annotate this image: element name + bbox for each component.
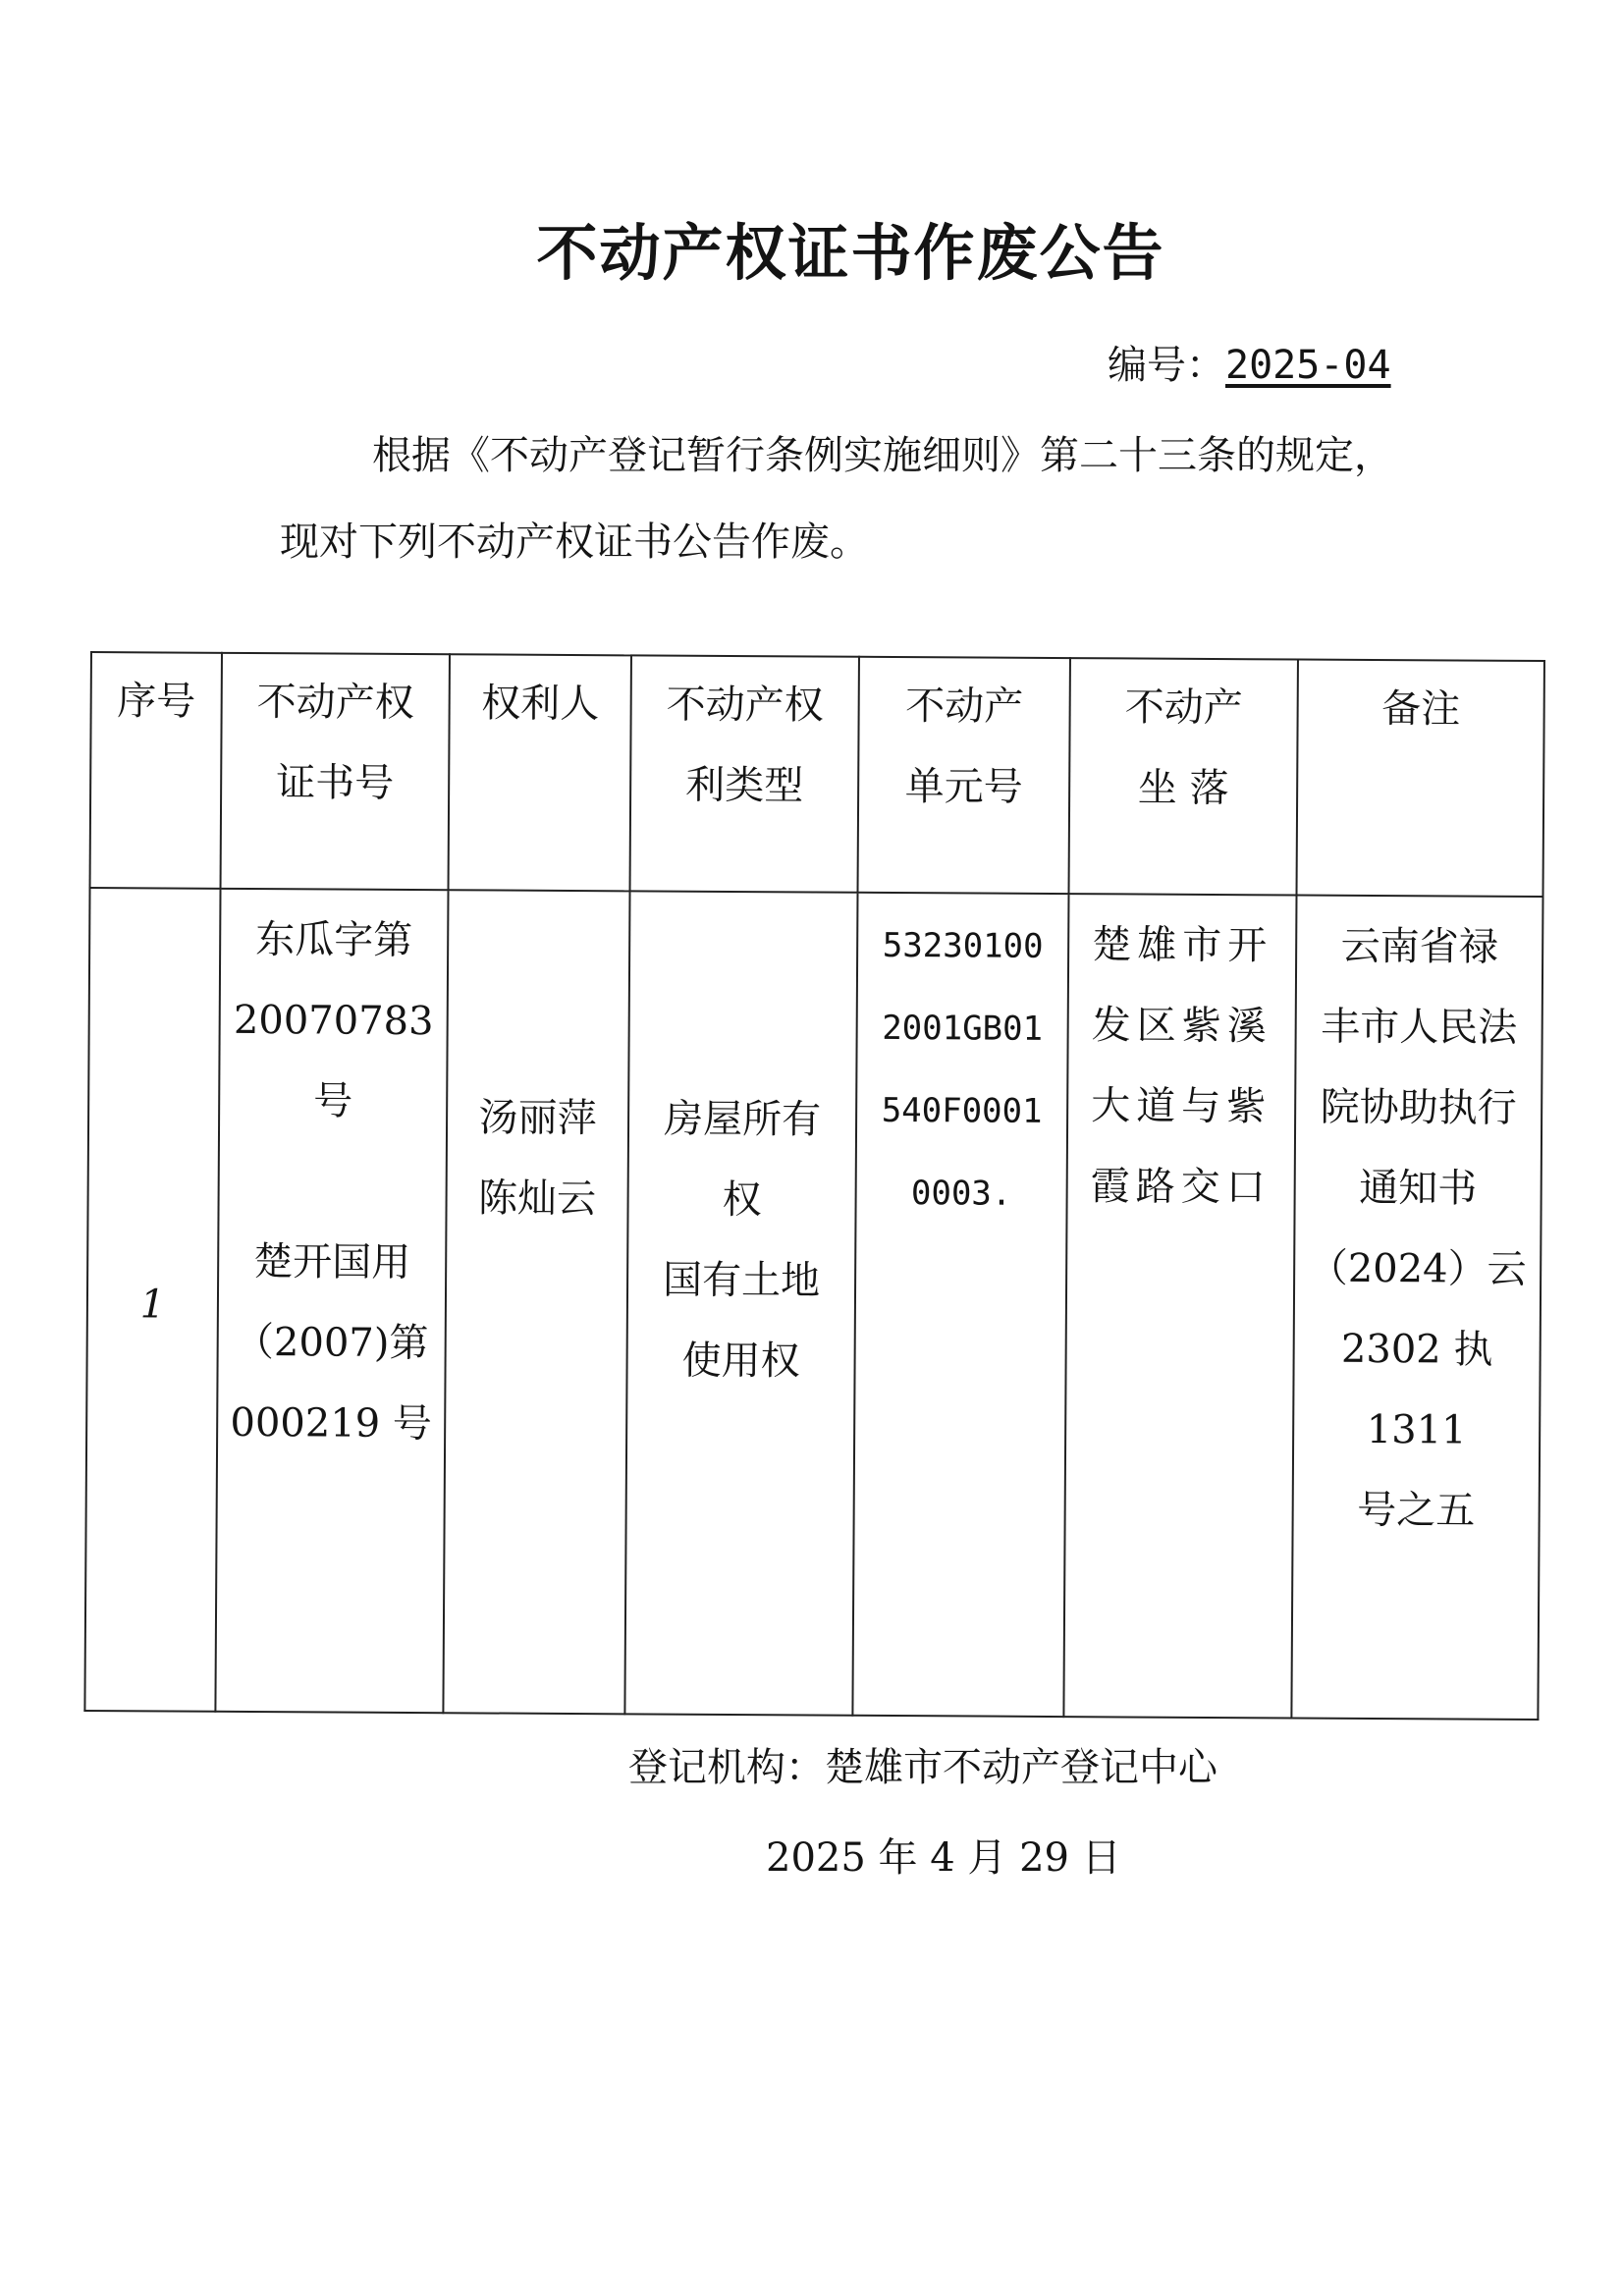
header-location: 不动产 坐 落 [1069, 658, 1298, 895]
document-number-value: 2025-04 [1225, 343, 1391, 388]
document-number [1108, 334, 1391, 390]
cell-remark: 云南省禄 丰市人民法 院协助执行 通知书 （2024）云 2302 执 1311 号之五 [1291, 896, 1542, 1721]
document-number-label: 编号： [1108, 343, 1225, 388]
table-header-row [90, 652, 1544, 897]
intro-paragraph: 根据《不动产登记暂行条例实施细则》第二十三条的规定，现对下列不动产权证书公告作废。 [280, 433, 1393, 565]
cell-holder: 汤丽萍 陈灿云 [443, 890, 629, 1714]
registration-authority: 登记机构：楚雄市不动产登记中心 [628, 1745, 1217, 1790]
announcement-date: 2025 年 4 月 29 日 [766, 1835, 1121, 1881]
page-title: 不动产权证书作废公告 [536, 217, 1165, 289]
header-right-type: 不动产权 利类型 [630, 655, 859, 892]
table-row [84, 888, 1542, 1720]
cell-unit-no: 53230100 2001GB01 540F0001 0003. [852, 893, 1068, 1717]
cell-cert-no: 东瓜字第 20070783 号 楚开国用 （2007)第 000219 号 [215, 889, 448, 1713]
header-unit-no: 不动产 单元号 [858, 657, 1070, 894]
cell-seq: 1 [84, 888, 220, 1712]
header-seq: 序号 [90, 652, 222, 889]
cell-right-type: 房屋所有 权 国有土地 使用权 [624, 891, 857, 1715]
header-holder: 权利人 [449, 654, 631, 891]
certificate-table [83, 651, 1545, 1721]
header-remark: 备注 [1297, 660, 1544, 898]
header-cert-no: 不动产权 证书号 [221, 653, 450, 890]
cell-location: 楚雄市开 发区紫溪 大道与紫 霞路交口 [1063, 894, 1296, 1718]
